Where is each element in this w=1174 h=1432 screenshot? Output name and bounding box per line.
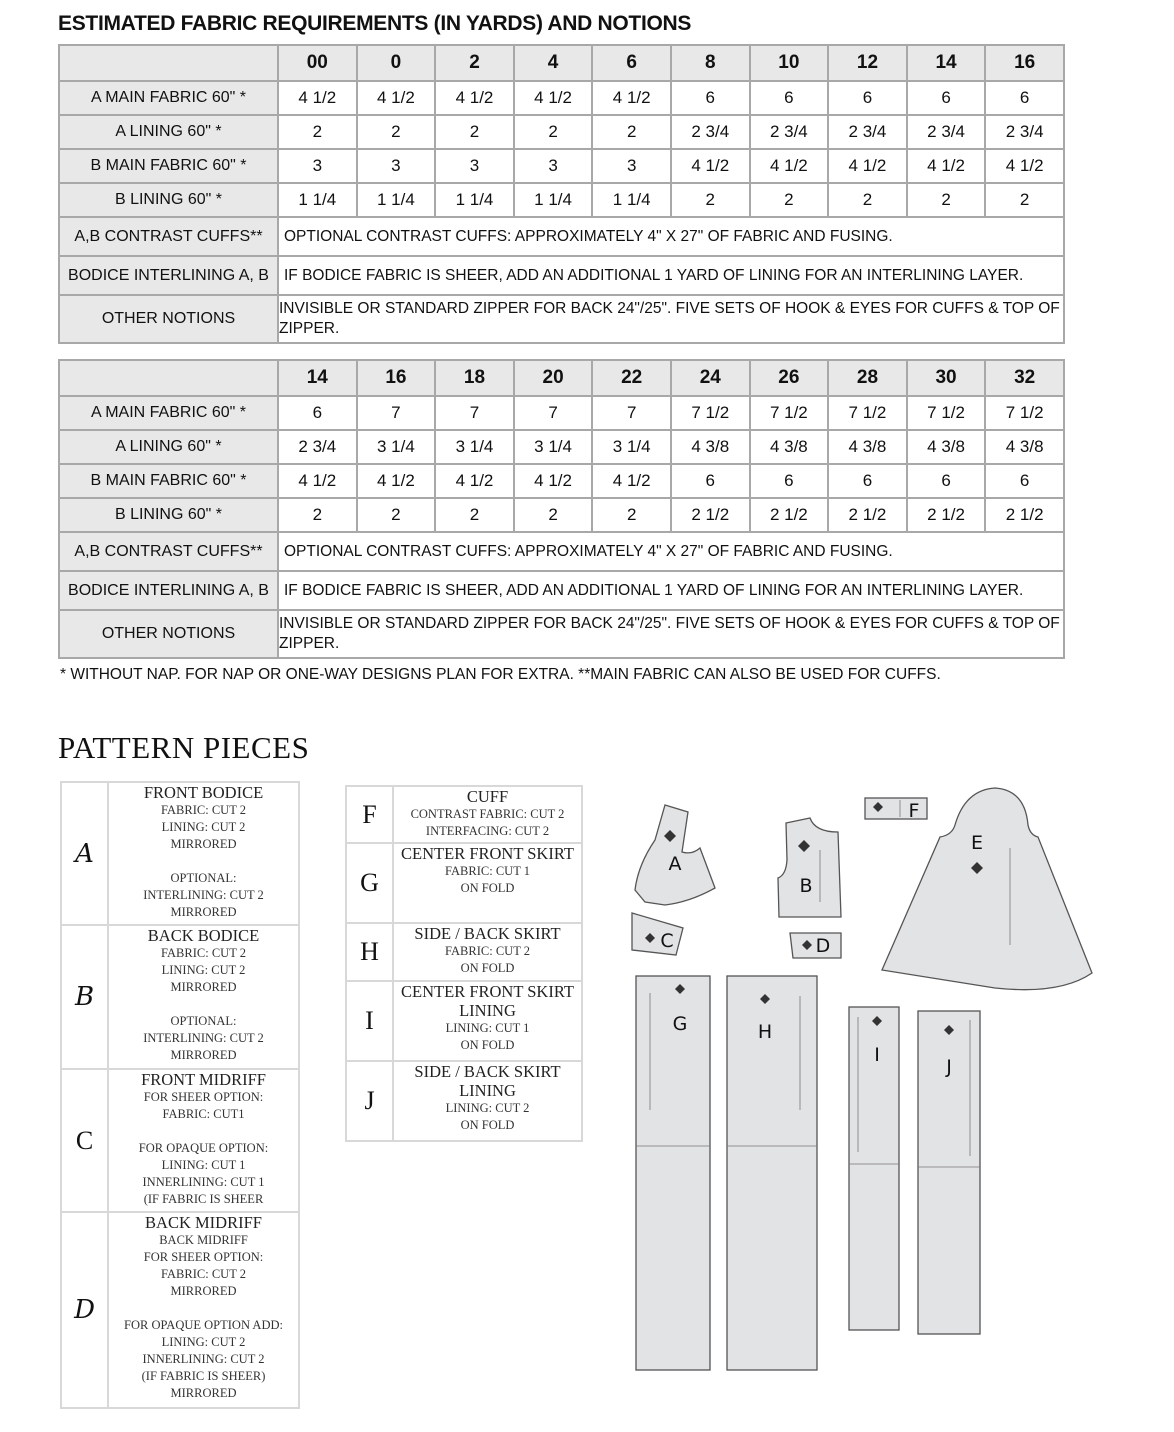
- note-text: OPTIONAL CONTRAST CUFFS: APPROXIMATELY 4" X 27" OF FABRIC AND FUSING.: [278, 217, 1064, 256]
- table-row: [59, 464, 1064, 498]
- yardage-cell: 3: [278, 149, 357, 183]
- table-row: [59, 149, 1064, 183]
- yardage-cell: 2: [828, 183, 907, 217]
- size-header-row: [59, 45, 1064, 81]
- yardage-cell: 4 3/8: [750, 430, 829, 464]
- piece-instruction: INTERLINING: CUT 2: [143, 888, 264, 902]
- yardage-cell: 4 3/8: [828, 430, 907, 464]
- row-label: A MAIN FABRIC 60" *: [59, 81, 278, 115]
- yardage-cell: 2 1/2: [671, 498, 750, 532]
- yardage-cell: 2: [435, 115, 514, 149]
- size-header: 30: [907, 360, 986, 396]
- size-header: 32: [985, 360, 1064, 396]
- row-label: A LINING 60" *: [59, 430, 278, 464]
- piece-row: [346, 981, 582, 1061]
- yardage-cell: 4 1/2: [592, 464, 671, 498]
- spacer: [109, 996, 298, 1013]
- piece-g-shape: [636, 976, 710, 1370]
- size-header: 20: [514, 360, 593, 396]
- yardage-cell: 2: [435, 498, 514, 532]
- piece-letter: D: [61, 1212, 108, 1408]
- piece-instruction: ON FOLD: [460, 881, 515, 895]
- yardage-cell: 4 3/8: [671, 430, 750, 464]
- piece-instruction: FABRIC: CUT 2: [161, 946, 246, 960]
- yardage-cell: 7: [514, 396, 593, 430]
- piece-instruction: LINING: CUT 2: [161, 963, 246, 977]
- piece-description: [393, 786, 582, 843]
- yardage-cell: 2 3/4: [671, 115, 750, 149]
- piece-instruction: INNERLINING: CUT 2: [142, 1352, 265, 1366]
- piece-label-a: A: [668, 853, 682, 875]
- spacer: [109, 1123, 298, 1140]
- yardage-cell: 1 1/4: [514, 183, 593, 217]
- yardage-cell: 4 1/2: [671, 149, 750, 183]
- piece-label-d: D: [815, 935, 831, 957]
- yardage-cell: 2 3/4: [278, 430, 357, 464]
- row-label: B MAIN FABRIC 60" *: [59, 464, 278, 498]
- pattern-pieces-table-right: [345, 785, 583, 1142]
- pattern-pieces-table-left: [60, 781, 300, 1409]
- yardage-cell: 3 1/4: [514, 430, 593, 464]
- piece-instruction: (IF FABRIC IS SHEER): [141, 1369, 266, 1383]
- piece-description: [393, 923, 582, 981]
- yardage-cell: 2: [592, 115, 671, 149]
- piece-letter: G: [346, 843, 393, 923]
- yardage-cell: 4 1/2: [514, 464, 593, 498]
- piece-row: [346, 1061, 582, 1141]
- footnote: * WITHOUT NAP. FOR NAP OR ONE-WAY DESIGNS PLAN FOR EXTRA. **MAIN FABRIC CAN ALSO BE USED FOR CUFFS.: [60, 666, 941, 683]
- yardage-cell: 2: [514, 115, 593, 149]
- yardage-cell: 2 1/2: [750, 498, 829, 532]
- piece-name: BACK MIDRIFF: [145, 1213, 262, 1232]
- yardage-cell: 2 3/4: [985, 115, 1064, 149]
- yardage-cell: 4 3/8: [907, 430, 986, 464]
- piece-label-b: B: [799, 875, 813, 897]
- note-text: OPTIONAL CONTRAST CUFFS: APPROXIMATELY 4" X 27" OF FABRIC AND FUSING.: [278, 532, 1064, 571]
- piece-label-g: G: [672, 1013, 688, 1035]
- yardage-cell: 2 1/2: [907, 498, 986, 532]
- yardage-cell: 7: [435, 396, 514, 430]
- table-row: [59, 183, 1064, 217]
- piece-instruction: OPTIONAL:: [170, 871, 237, 885]
- row-label: B LINING 60" *: [59, 183, 278, 217]
- table-row: [59, 115, 1064, 149]
- piece-instruction: ON FOLD: [460, 961, 515, 975]
- yardage-cell: 3: [592, 149, 671, 183]
- piece-instruction: FABRIC: CUT 2: [161, 803, 246, 817]
- piece-name: FRONT MIDRIFF: [141, 1070, 266, 1089]
- yardage-cell: 1 1/4: [278, 183, 357, 217]
- note-row: [59, 295, 1064, 343]
- yardage-cell: 2 1/2: [985, 498, 1064, 532]
- row-label: B MAIN FABRIC 60" *: [59, 149, 278, 183]
- yardage-cell: 4 1/2: [357, 81, 436, 115]
- size-header: 2: [435, 45, 514, 81]
- yardage-cell: 2: [592, 498, 671, 532]
- size-header: 16: [357, 360, 436, 396]
- table-row: [59, 81, 1064, 115]
- yardage-cell: 3 1/4: [592, 430, 671, 464]
- size-header: 14: [907, 45, 986, 81]
- piece-row: [346, 923, 582, 981]
- size-header-row: [59, 360, 1064, 396]
- piece-row: [61, 925, 299, 1069]
- yardage-cell: 4 1/2: [907, 149, 986, 183]
- size-header: 28: [828, 360, 907, 396]
- piece-name: CENTER FRONT SKIRT LINING: [401, 982, 574, 1020]
- piece-name: SIDE / BACK SKIRT: [414, 924, 561, 943]
- yardage-cell: 4 1/2: [750, 149, 829, 183]
- size-header: 14: [278, 360, 357, 396]
- yardage-cell: 1 1/4: [435, 183, 514, 217]
- piece-letter: C: [61, 1069, 108, 1212]
- fabric-table-2: [58, 359, 1065, 659]
- piece-name: CENTER FRONT SKIRT: [401, 844, 574, 863]
- yardage-cell: 2: [278, 115, 357, 149]
- piece-instruction: OPTIONAL:: [170, 1014, 237, 1028]
- piece-instruction: FOR SHEER OPTION:: [143, 1250, 264, 1264]
- yardage-cell: 6: [750, 81, 829, 115]
- piece-instruction: FOR OPAQUE OPTION:: [138, 1141, 269, 1155]
- piece-label-j: J: [946, 1056, 952, 1078]
- piece-label-h: H: [757, 1021, 773, 1043]
- piece-letter: J: [346, 1061, 393, 1141]
- piece-row: [346, 786, 582, 843]
- piece-letter: A: [61, 782, 108, 925]
- yardage-cell: 2 1/2: [828, 498, 907, 532]
- note-text: INVISIBLE OR STANDARD ZIPPER FOR BACK 24"/25". FIVE SETS OF HOOK & EYES FOR CUFFS & TOP OF ZIPPER.: [278, 295, 1064, 343]
- note-text: IF BODICE FABRIC IS SHEER, ADD AN ADDITIONAL 1 YARD OF LINING FOR AN INTERLINING LAYER.: [278, 571, 1064, 610]
- size-header: 0: [357, 45, 436, 81]
- piece-description: [393, 843, 582, 923]
- note-text: INVISIBLE OR STANDARD ZIPPER FOR BACK 24"/25". FIVE SETS OF HOOK & EYES FOR CUFFS & TOP OF ZIPPER.: [278, 610, 1064, 658]
- row-label: A MAIN FABRIC 60" *: [59, 396, 278, 430]
- corner-cell: [59, 45, 278, 81]
- row-label: B LINING 60" *: [59, 498, 278, 532]
- piece-description: [108, 1212, 299, 1408]
- piece-label-f: F: [908, 800, 920, 822]
- piece-letter: F: [346, 786, 393, 843]
- yardage-cell: 3: [435, 149, 514, 183]
- piece-letter: H: [346, 923, 393, 981]
- yardage-cell: 6: [671, 81, 750, 115]
- size-header: 24: [671, 360, 750, 396]
- piece-instruction: CONTRAST FABRIC: CUT 2: [410, 807, 565, 821]
- yardage-cell: 7: [592, 396, 671, 430]
- row-label: BODICE INTERLINING A, B: [59, 256, 278, 295]
- yardage-cell: 4 1/2: [828, 149, 907, 183]
- piece-instruction: LINING: CUT 2: [161, 820, 246, 834]
- piece-row: [61, 1212, 299, 1408]
- piece-description: [108, 1069, 299, 1212]
- note-row: [59, 610, 1064, 658]
- pattern-pieces-title: PATTERN PIECES: [58, 730, 310, 765]
- yardage-cell: 6: [985, 464, 1064, 498]
- piece-instruction: INNERLINING: CUT 1: [142, 1175, 265, 1189]
- yardage-cell: 3: [514, 149, 593, 183]
- yardage-cell: 6: [907, 464, 986, 498]
- piece-name: CUFF: [466, 787, 509, 806]
- yardage-cell: 4 1/2: [278, 464, 357, 498]
- size-header: 22: [592, 360, 671, 396]
- yardage-cell: 4 1/2: [985, 149, 1064, 183]
- piece-instruction: BACK MIDRIFF: [159, 1233, 248, 1247]
- piece-instruction: ON FOLD: [460, 1118, 515, 1132]
- yardage-cell: 3: [357, 149, 436, 183]
- yardage-cell: 7 1/2: [907, 396, 986, 430]
- row-label: OTHER NOTIONS: [59, 610, 278, 658]
- piece-instruction: MIRRORED: [170, 905, 237, 919]
- piece-instruction: FOR SHEER OPTION:: [143, 1090, 264, 1104]
- size-header: 16: [985, 45, 1064, 81]
- piece-instruction: ON FOLD: [460, 1038, 515, 1052]
- piece-instruction: MIRRORED: [170, 980, 237, 994]
- piece-description: [393, 1061, 582, 1141]
- corner-cell: [59, 360, 278, 396]
- piece-row: [346, 843, 582, 923]
- size-header: 18: [435, 360, 514, 396]
- yardage-cell: 6: [828, 81, 907, 115]
- piece-row: [61, 1069, 299, 1212]
- piece-instruction: FABRIC: CUT 1: [445, 864, 530, 878]
- piece-letter: B: [61, 925, 108, 1069]
- size-header: 26: [750, 360, 829, 396]
- piece-instruction: MIRRORED: [170, 1386, 237, 1400]
- size-header: 6: [592, 45, 671, 81]
- note-row: [59, 571, 1064, 610]
- piece-instruction: FABRIC: CUT1: [162, 1107, 245, 1121]
- piece-label-i: I: [874, 1044, 880, 1066]
- yardage-cell: 6: [750, 464, 829, 498]
- yardage-cell: 2: [514, 498, 593, 532]
- yardage-cell: 2 3/4: [750, 115, 829, 149]
- yardage-cell: 3 1/4: [357, 430, 436, 464]
- yardage-cell: 4 1/2: [435, 81, 514, 115]
- table-row: [59, 498, 1064, 532]
- piece-name: BACK BODICE: [147, 926, 260, 945]
- size-header: 8: [671, 45, 750, 81]
- size-header: 00: [278, 45, 357, 81]
- piece-instruction: FOR OPAQUE OPTION ADD:: [124, 1318, 283, 1332]
- piece-instruction: FABRIC: CUT 2: [161, 1267, 246, 1281]
- yardage-cell: 4 1/2: [592, 81, 671, 115]
- yardage-cell: 1 1/4: [357, 183, 436, 217]
- row-label: OTHER NOTIONS: [59, 295, 278, 343]
- yardage-cell: 7: [357, 396, 436, 430]
- row-label: A,B CONTRAST CUFFS**: [59, 217, 278, 256]
- note-row: [59, 532, 1064, 571]
- pattern-layout-diagram: [620, 780, 1100, 1380]
- yardage-cell: 2: [671, 183, 750, 217]
- fabric-table-1: [58, 44, 1065, 344]
- piece-instruction: MIRRORED: [170, 837, 237, 851]
- piece-instruction: LINING: CUT 1: [445, 1021, 530, 1035]
- yardage-cell: 6: [278, 396, 357, 430]
- yardage-cell: 7 1/2: [671, 396, 750, 430]
- yardage-cell: 1 1/4: [592, 183, 671, 217]
- table-row: [59, 430, 1064, 464]
- piece-label-e: E: [970, 832, 984, 854]
- yardage-cell: 2: [278, 498, 357, 532]
- note-row: [59, 217, 1064, 256]
- yardage-cell: 2: [907, 183, 986, 217]
- yardage-cell: 2: [357, 498, 436, 532]
- page-title: ESTIMATED FABRIC REQUIREMENTS (IN YARDS) AND NOTIONS: [58, 12, 692, 35]
- yardage-cell: 6: [828, 464, 907, 498]
- yardage-cell: 2 3/4: [828, 115, 907, 149]
- piece-description: [108, 925, 299, 1069]
- piece-row: [61, 782, 299, 925]
- note-text: IF BODICE FABRIC IS SHEER, ADD AN ADDITIONAL 1 YARD OF LINING FOR AN INTERLINING LAYER.: [278, 256, 1064, 295]
- piece-description: [393, 981, 582, 1061]
- piece-instruction: MIRRORED: [170, 1284, 237, 1298]
- piece-instruction: LINING: CUT 2: [161, 1335, 246, 1349]
- row-label: A LINING 60" *: [59, 115, 278, 149]
- row-label: BODICE INTERLINING A, B: [59, 571, 278, 610]
- piece-instruction: LINING: CUT 2: [445, 1101, 530, 1115]
- piece-instruction: INTERLINING: CUT 2: [143, 1031, 264, 1045]
- yardage-cell: 2: [985, 183, 1064, 217]
- size-header: 10: [750, 45, 829, 81]
- yardage-cell: 7 1/2: [985, 396, 1064, 430]
- table-row: [59, 396, 1064, 430]
- yardage-cell: 4 1/2: [357, 464, 436, 498]
- piece-name: SIDE / BACK SKIRT LINING: [414, 1062, 561, 1100]
- yardage-cell: 4 1/2: [278, 81, 357, 115]
- yardage-cell: 4 3/8: [985, 430, 1064, 464]
- yardage-cell: 4 1/2: [514, 81, 593, 115]
- piece-instruction: LINING: CUT 1: [161, 1158, 246, 1172]
- spacer: [109, 853, 298, 870]
- size-header: 4: [514, 45, 593, 81]
- piece-c-shape: [632, 913, 683, 955]
- spacer: [109, 1300, 298, 1317]
- row-label: A,B CONTRAST CUFFS**: [59, 532, 278, 571]
- yardage-cell: 6: [907, 81, 986, 115]
- yardage-cell: 4 1/2: [435, 464, 514, 498]
- piece-name: FRONT BODICE: [143, 783, 264, 802]
- yardage-cell: 2: [357, 115, 436, 149]
- yardage-cell: 6: [985, 81, 1064, 115]
- size-header: 12: [828, 45, 907, 81]
- piece-description: [108, 782, 299, 925]
- note-row: [59, 256, 1064, 295]
- piece-instruction: INTERFACING: CUT 2: [425, 824, 550, 838]
- piece-instruction: MIRRORED: [170, 1048, 237, 1062]
- piece-label-c: C: [660, 930, 674, 952]
- yardage-cell: 7 1/2: [750, 396, 829, 430]
- piece-instruction: (IF FABRIC IS SHEER: [143, 1192, 264, 1206]
- yardage-cell: 6: [671, 464, 750, 498]
- yardage-cell: 2 3/4: [907, 115, 986, 149]
- piece-letter: I: [346, 981, 393, 1061]
- yardage-cell: 3 1/4: [435, 430, 514, 464]
- yardage-cell: 7 1/2: [828, 396, 907, 430]
- yardage-cell: 2: [750, 183, 829, 217]
- piece-b-shape: [778, 818, 841, 917]
- piece-instruction: FABRIC: CUT 2: [445, 944, 530, 958]
